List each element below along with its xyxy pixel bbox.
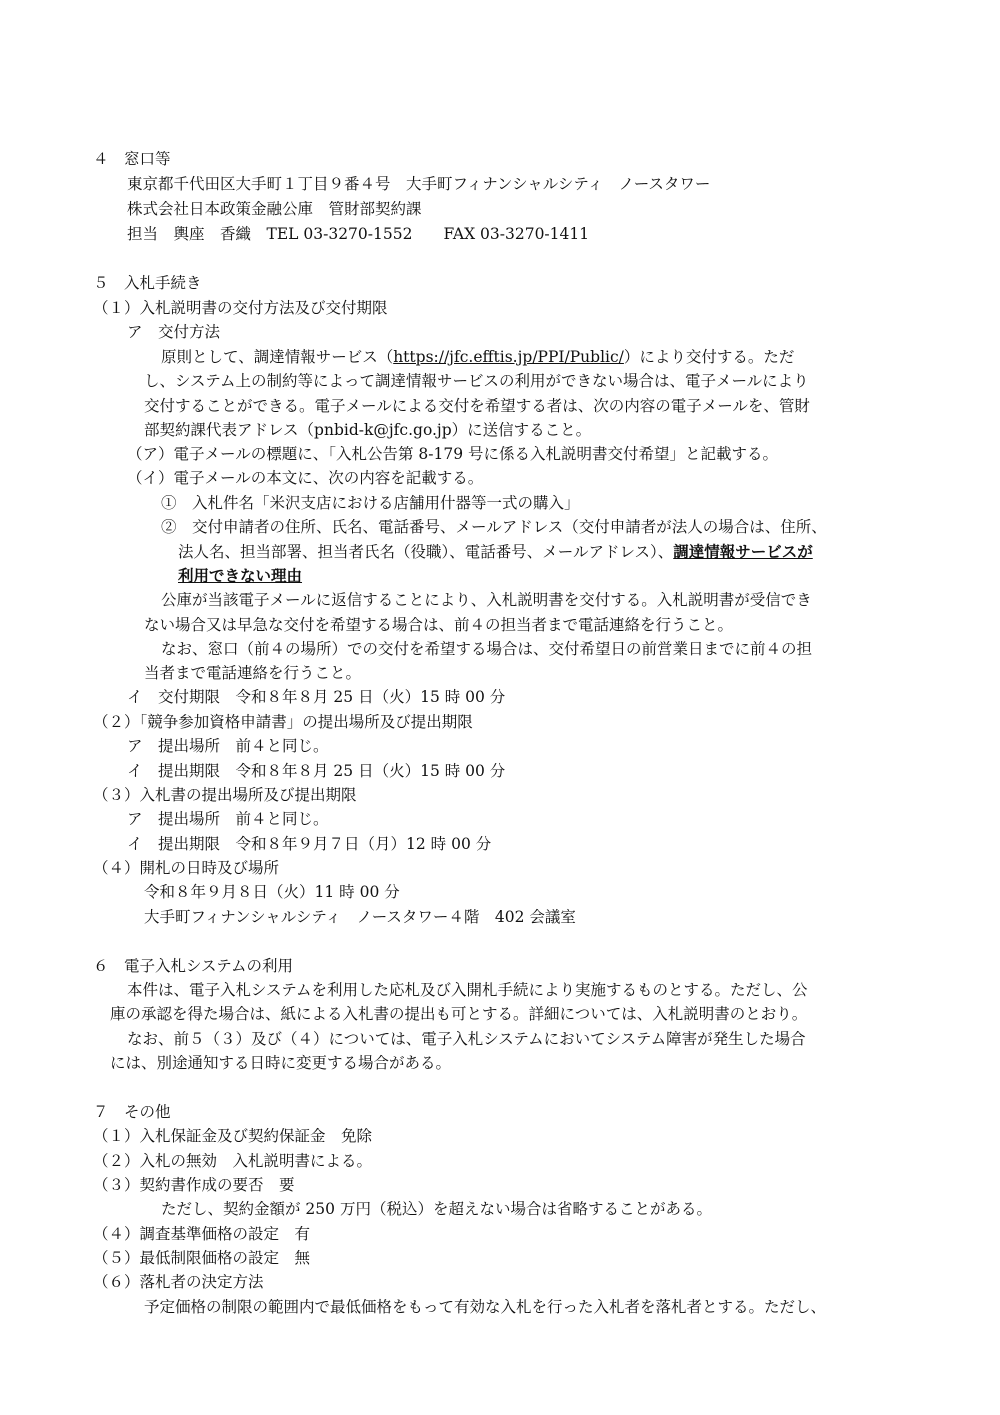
- delivery-method-line-2: し、システム上の制約等によって調達情報サービスの利用ができない場合は、電子メールにより: [144, 372, 809, 390]
- unavailable-reason-emphasis: 調達情報サービスが: [673, 542, 813, 561]
- item-5-3-title: （３）入札書の提出場所及び提出期限: [93, 786, 357, 804]
- item-5-2-title: （２）「競争参加資格申請書」の提出場所及び提出期限: [93, 713, 473, 731]
- e-bid-line-4: には、別途通知する日時に変更する場合がある。: [110, 1054, 452, 1072]
- opening-datetime: 令和８年９月８日（火）11 時 00 分: [144, 883, 400, 901]
- item-5-4-title: （４）開札の日時及び場所: [93, 859, 280, 877]
- item-5-3-place: ア 提出場所 前４と同じ。: [127, 810, 329, 828]
- applicant-info-line-1: ② 交付申請者の住所、氏名、電話番号、メールアドレス（交付申請者が法人の場合は、住所、: [161, 518, 827, 536]
- reply-note-line-2: ない場合又は早急な交付を希望する場合は、前４の担当者まで電話連絡を行うこと。: [144, 616, 734, 634]
- contact-line: 担当 輿座 香織 TEL 03-3270-1552 FAX 03-3270-1411: [127, 225, 590, 243]
- bid-title-item: ① 入札件名「米沢支店における店舗用什器等一式の購入」: [161, 494, 580, 512]
- item-7-6: （６）落札者の決定方法: [93, 1273, 264, 1291]
- item-5-1-title: （１）入札説明書の交付方法及び交付期限: [93, 299, 388, 317]
- e-bid-line-1: 本件は、電子入札システムを利用した応札及び入開札手続により実施するものとする。ただし、公: [127, 981, 808, 999]
- reply-note-line-1: 公庫が当該電子メールに返信することにより、入札説明書を交付する。入札説明書が受信でき: [161, 591, 812, 609]
- item-7-4: （４）調査基準価格の設定 有: [93, 1225, 311, 1243]
- section-7-heading: ７ その他: [93, 1103, 171, 1121]
- section-4-heading: ４ 窓口等: [93, 150, 171, 168]
- email-body-instruction: （イ）電子メールの本文に、次の内容を記載する。: [127, 469, 484, 487]
- counter-note-line-1: なお、窓口（前４の場所）での交付を希望する場合は、交付希望日の前営業日までに前４の担: [161, 640, 813, 658]
- unavailable-reason-emphasis-2: 利用できない理由: [178, 566, 303, 585]
- section-5-heading: ５ 入札手続き: [93, 274, 202, 292]
- opening-location: 大手町フィナンシャルシティ ノースタワー４階 402 会議室: [144, 908, 576, 926]
- item-7-3-note: ただし、契約金額が 250 万円（税込）を超えない場合は省略することがある。: [161, 1200, 712, 1218]
- delivery-method-text: 原則として、調達情報サービス（: [161, 348, 394, 366]
- delivery-method-line-4: 部契約課代表アドレス（pnbid-k@jfc.go.jp）に送信すること。: [144, 421, 592, 439]
- delivery-method-line-1: [161, 346, 794, 370]
- item-7-6-line-1: 予定価格の制限の範囲内で最低価格をもって有効な入札を行った入札者を落札者とする。ただし、: [144, 1298, 827, 1316]
- item-5-2-deadline: イ 提出期限 令和８年８月 25 日（火）15 時 00 分: [127, 762, 506, 780]
- item-7-3: （３）契約書作成の要否 要: [93, 1176, 295, 1194]
- applicant-info-text: 法人名、担当部署、担当者氏名（役職）、電話番号、メールアドレス）、: [178, 543, 674, 561]
- item-7-2: （２）入札の無効 入札説明書による。: [93, 1152, 373, 1170]
- item-5-3-deadline: イ 提出期限 令和８年９月７日（月）12 時 00 分: [127, 835, 492, 853]
- address-line: 東京都千代田区大手町１丁目９番４号 大手町フィナンシャルシティ ノースタワー: [127, 175, 711, 193]
- e-bid-line-2: 庫の承認を得た場合は、紙による入札書の提出も可とする。詳細については、入札説明書のとおり。: [110, 1005, 808, 1023]
- email-subject-instruction: （ア）電子メールの標題に、「入札公告第 8-179 号に係る入札説明書交付希望」と記載する。: [127, 445, 778, 463]
- delivery-method-line-3: 交付することができる。電子メールによる交付を希望する者は、次の内容の電子メールを、管財: [144, 397, 810, 415]
- item-5-2-place: ア 提出場所 前４と同じ。: [127, 737, 329, 755]
- item-5-1-a-label: ア 交付方法: [127, 323, 221, 341]
- e-bid-line-3: なお、前５（３）及び（４）については、電子入札システムにおいてシステム障害が発生した場合: [127, 1030, 806, 1048]
- delivery-method-text-tail: ）により交付する。ただ: [623, 348, 795, 366]
- counter-note-line-2: 当者まで電話連絡を行うこと。: [144, 664, 362, 682]
- organization-line: 株式会社日本政策金融公庫 管財部契約課: [127, 200, 422, 218]
- procurement-service-link[interactable]: https://jfc.efftis.jp/PPI/Public/: [393, 348, 624, 366]
- delivery-deadline: イ 交付期限 令和８年８月 25 日（火）15 時 00 分: [127, 688, 506, 706]
- applicant-info-line-2: [178, 541, 813, 565]
- item-7-1: （１）入札保証金及び契約保証金 免除: [93, 1127, 373, 1145]
- section-6-heading: ６ 電子入札システムの利用: [93, 957, 293, 975]
- item-7-5: （５）最低制限価格の設定 無: [93, 1249, 311, 1267]
